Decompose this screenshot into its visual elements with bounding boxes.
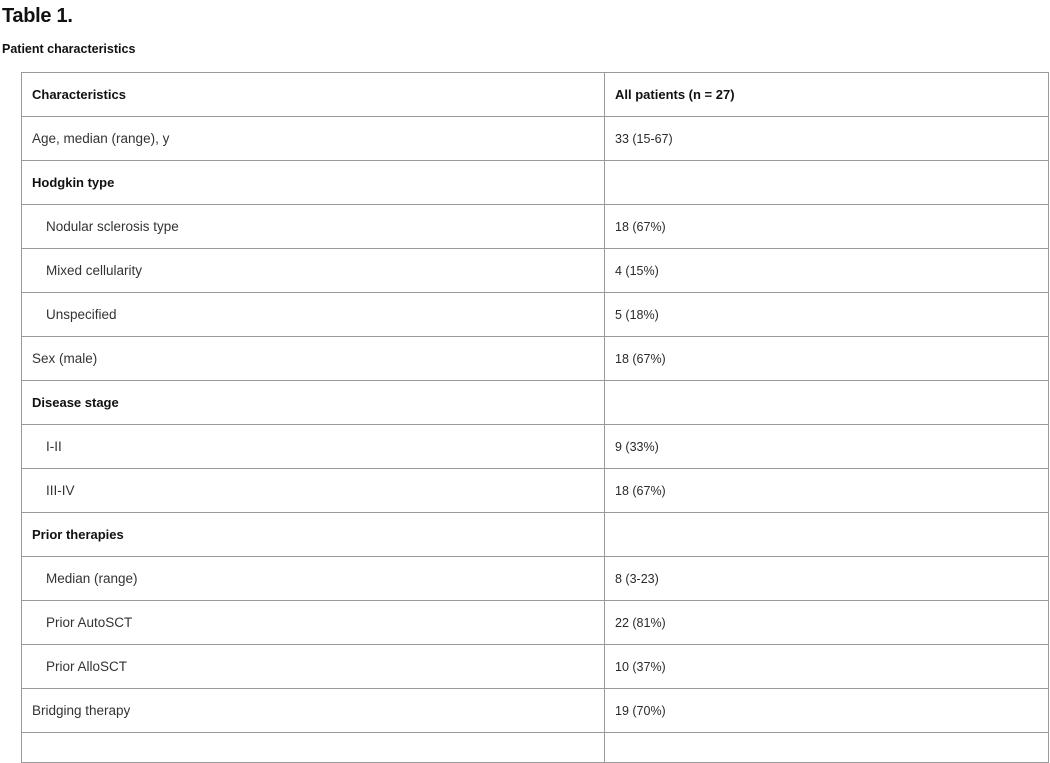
characteristic-cell: Median (range) (22, 557, 605, 601)
value-cell (605, 381, 1049, 425)
value-cell: 33 (15-67) (605, 117, 1049, 161)
characteristic-cell: Age, median (range), y (22, 117, 605, 161)
value-cell: 19 (70%) (605, 689, 1049, 733)
characteristic-cell: Prior AutoSCT (22, 601, 605, 645)
value-cell: 10 (37%) (605, 645, 1049, 689)
value-cell (605, 513, 1049, 557)
characteristic-cell: Sex (male) (22, 337, 605, 381)
table-row (22, 469, 1049, 513)
table-section-row (22, 381, 1049, 425)
characteristic-cell: I-II (22, 425, 605, 469)
value-cell: 18 (67%) (605, 469, 1049, 513)
partial-cell (22, 733, 605, 763)
section-heading-cell: Prior therapies (22, 513, 605, 557)
characteristic-cell: Bridging therapy (22, 689, 605, 733)
table-row-partial (22, 733, 1049, 763)
table-body (22, 117, 1049, 763)
table-row (22, 601, 1049, 645)
characteristic-cell: III-IV (22, 469, 605, 513)
table-row (22, 337, 1049, 381)
table-section-row (22, 513, 1049, 557)
partial-cell (605, 733, 1049, 763)
table-header-row (22, 73, 1049, 117)
characteristic-cell: Prior AlloSCT (22, 645, 605, 689)
patient-characteristics-table (21, 72, 1049, 763)
table-container (21, 72, 1048, 763)
value-cell: 4 (15%) (605, 249, 1049, 293)
section-heading-cell: Disease stage (22, 381, 605, 425)
value-cell: 18 (67%) (605, 205, 1049, 249)
value-cell: 8 (3-23) (605, 557, 1049, 601)
table-section-row (22, 161, 1049, 205)
table-row (22, 557, 1049, 601)
table-label: Table 1. (2, 5, 73, 27)
section-heading-cell: Hodgkin type (22, 161, 605, 205)
value-cell: 5 (18%) (605, 293, 1049, 337)
table-caption: Patient characteristics (2, 42, 136, 56)
value-cell: 22 (81%) (605, 601, 1049, 645)
value-cell: 9 (33%) (605, 425, 1049, 469)
table-row (22, 689, 1049, 733)
table-row (22, 205, 1049, 249)
table-row (22, 425, 1049, 469)
characteristic-cell: Unspecified (22, 293, 605, 337)
table-row (22, 249, 1049, 293)
column-header-all-patients: All patients (n = 27) (605, 73, 1049, 117)
characteristic-cell: Nodular sclerosis type (22, 205, 605, 249)
table-row (22, 645, 1049, 689)
table-row (22, 117, 1049, 161)
characteristic-cell: Mixed cellularity (22, 249, 605, 293)
table-row (22, 293, 1049, 337)
column-header-characteristics: Characteristics (22, 73, 605, 117)
value-cell: 18 (67%) (605, 337, 1049, 381)
value-cell (605, 161, 1049, 205)
